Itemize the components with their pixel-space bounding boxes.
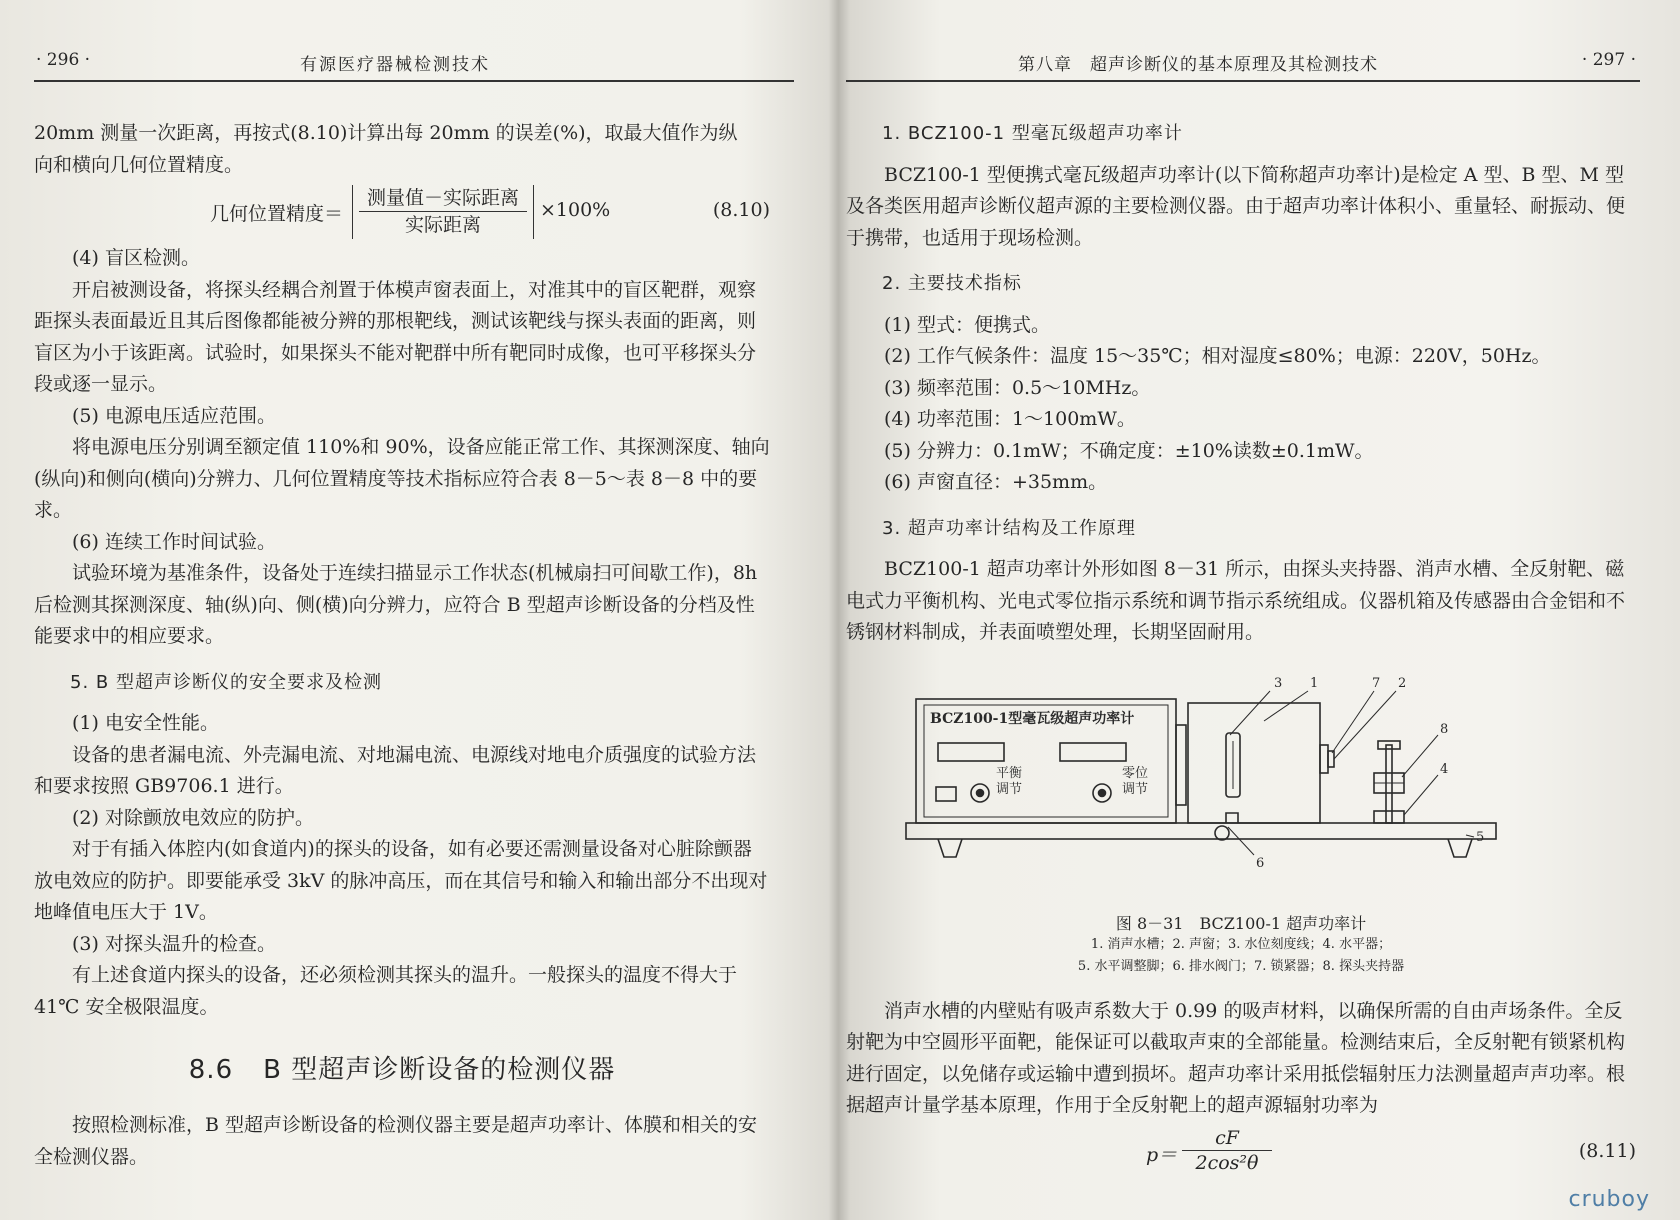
item-heading: (5) 电源电压适应范围。 xyxy=(72,404,276,427)
callout-4: 4 xyxy=(1440,761,1449,777)
equation-fraction xyxy=(1182,1126,1272,1175)
panel-label: BCZ100-1型毫瓦级超声功率计 xyxy=(930,710,1135,727)
equation-numerator: cF xyxy=(1215,1126,1239,1149)
paragraph: BCZ100-1 超声功率计外形如图 8－31 所示，由探头夹持器、消声水槽、全反射靶、磁电式力平衡机构、光电式零位指示系统和调节指示系统组成。仪器机箱及传感器由合金铝和不锈钢材料制成，并表面喷塑处理，长期坚固耐用。 xyxy=(846,558,1626,643)
section-number: 8.6 xyxy=(188,1055,234,1085)
subsection-heading: 1. BCZ100-1 型毫瓦级超声功率计 xyxy=(882,123,1183,144)
spec-item: (2) 工作气候条件：温度 15～35℃；相对湿度≤80%；电源：220V，50Hz。 xyxy=(884,345,1551,367)
paragraph: 开启被测设备，将探头经耦合剂置于体模声窗表面上，对准其中的盲区靶群，观察距探头表面最近且其后图像都能被分辨的那根靶线，测试该靶线与探头表面的距离，则盲区为小于该距离。试验时，如果探头不能对靶群中所有靶同时成像，也可平移探头分段或逐一显示。 xyxy=(34,278,757,395)
item-heading: (6) 连续工作时间试验。 xyxy=(72,530,276,553)
acoustic-window xyxy=(1320,745,1328,773)
callout-1: 1 xyxy=(1310,675,1319,691)
equation-denominator: 实际距离 xyxy=(404,214,481,236)
drain-valve-knob xyxy=(1215,826,1229,840)
power-meter-drawing xyxy=(846,665,1636,905)
lock-ring xyxy=(1328,751,1334,767)
spec-item: (4) 功率范围：1～100mW。 xyxy=(884,408,1136,430)
figure-legend-line: 5. 水平调整脚；6. 排水阀门；7. 锁紧器；8. 探头夹持器 xyxy=(1077,958,1405,974)
paragraph: 消声水槽的内壁贴有吸声系数大于 0.99 的吸声材料，以确保所需的自由声场条件。全反射靶为中空圆形平面靶，能保证可以截取声束的全部能量。检测结束后，全反射靶有锁紧机构进行固定，以免储存或运输中遭到损坏。超声功率计采用抵偿辐射压力法测量超声声功率。根据超声计量学基本原理，作用于全反射靶上的超声源辐射功率为 xyxy=(846,999,1626,1116)
spec-item: (3) 频率范围：0.5～10MHz。 xyxy=(884,376,1151,399)
spec-item: (6) 声窗直径：+35mm。 xyxy=(884,471,1108,493)
paragraph: BCZ100-1 型便携式毫瓦级超声功率计(以下简称超声功率计)是检定 A 型、B 型、M 型及各类医用超声诊断仪超声源的主要检测仪器。由于超声功率计体积小、重量轻、耐振动、便于携带，也适用于现场检测。 xyxy=(846,163,1626,249)
balance-label-2: 调节 xyxy=(996,781,1023,797)
paragraph: 对于有插入体腔内(如食道内)的探头的设备，如有必要还需测量设备对心脏除颤器放电效应的防护。即要能承受 3kV 的脉冲高压，而在其信号和输入和输出部分不出现对地峰值电压大于 1V。 xyxy=(34,838,768,923)
right-header-rule xyxy=(846,80,1640,82)
callout-3: 3 xyxy=(1274,675,1283,691)
right-page-header xyxy=(842,40,1680,80)
balance-display xyxy=(938,743,1004,761)
leveling-foot-left xyxy=(938,839,962,857)
equation-8-10 xyxy=(34,181,770,243)
power-switch xyxy=(936,787,956,801)
connector xyxy=(1176,725,1186,805)
paragraph: 试验环境为基准条件，设备处于连续扫描显示工作状态(机械扇扫可间歇工作)，8h 后检测其探测深度、轴(纵)向、侧(横)向分辨力，应符合 B 型超声诊断设备的分档及性能要求中的相应要求。 xyxy=(34,562,758,647)
equation-8-11 xyxy=(846,1122,1636,1182)
watermark: cruboy xyxy=(1568,1187,1650,1212)
equation-rhs: ×100% xyxy=(540,199,611,221)
item-heading: (3) 对探头温升的检查。 xyxy=(72,932,276,955)
equation-lhs: p＝ xyxy=(1146,1143,1178,1166)
paragraph: 按照检测标准，B 型超声诊断设备的检测仪器主要是超声功率计、体膜和相关的安全检测仪器。 xyxy=(34,1114,758,1168)
subsection-heading: 5. B 型超声诊断仪的安全要求及检测 xyxy=(70,671,382,693)
equation-denominator: 2cos²θ xyxy=(1195,1151,1259,1174)
item-heading: (1) 电安全性能。 xyxy=(72,712,219,734)
leveling-block xyxy=(1374,811,1404,823)
figure-8-31 xyxy=(846,665,1636,905)
paragraph-line: 向和横向几何位置精度。 xyxy=(34,153,244,176)
paragraph: 有上述食道内探头的设备，还必须检测其探头的温升。一般探头的温度不得大于 41℃ 安全极限温度。 xyxy=(34,964,738,1018)
item-heading: (4) 盲区检测。 xyxy=(72,247,200,269)
callout-8: 8 xyxy=(1440,721,1449,737)
right-page-body xyxy=(846,118,1636,1182)
left-page-header xyxy=(0,40,830,80)
drain-valve xyxy=(1226,813,1238,823)
equation-numerator: 测量值－实际距离 xyxy=(366,187,519,209)
left-page-number: · 296 · xyxy=(36,50,91,70)
section-heading xyxy=(34,1049,770,1086)
figure-legend-line: 1. 消声水槽；2. 声窗；3. 水位刻度线；4. 水平器； xyxy=(1090,936,1392,952)
equation-label: (8.11) xyxy=(1578,1139,1636,1162)
left-header-rule xyxy=(34,80,794,82)
callout-7: 7 xyxy=(1372,675,1381,691)
balance-label-1: 平衡 xyxy=(996,765,1023,781)
leveling-foot-right xyxy=(1448,839,1472,857)
base-plate xyxy=(906,823,1496,839)
paragraph: 将电源电压分别调至额定值 110%和 90%，设备应能正常工作、其探测深度、轴向(纵向)和侧向(横向)分辨力、几何位置精度等技术指标应符合表 8－5～表 8－8 中的要求。 xyxy=(34,436,770,521)
zero-label-2: 调节 xyxy=(1122,781,1149,797)
right-page-number: · 297 · xyxy=(1581,50,1636,70)
section-title: B 型超声诊断设备的检测仪器 xyxy=(263,1055,616,1085)
paragraph: 设备的患者漏电流、外壳漏电流、对地漏电流、电源线对地电介质强度的试验方法和要求按照 GB9706.1 进行。 xyxy=(34,743,757,797)
subsection-heading: 2. 主要技术指标 xyxy=(882,273,1022,294)
zero-label-1: 零位 xyxy=(1122,765,1149,781)
equation-lhs: 几何位置精度＝ xyxy=(210,203,344,225)
figure-caption: 图 8－31 BCZ100-1 超声功率计 xyxy=(1115,913,1367,933)
item-heading: (2) 对除颤放电效应的防护。 xyxy=(72,806,314,829)
callout-5: 5 xyxy=(1476,829,1485,845)
left-page-body xyxy=(34,118,770,1173)
callout-6: 6 xyxy=(1256,855,1265,871)
absolute-value-bars xyxy=(352,185,534,239)
left-running-title: 有源医疗器械检测技术 xyxy=(300,55,490,75)
right-page xyxy=(842,0,1680,1220)
subsection-heading: 3. 超声功率计结构及工作原理 xyxy=(882,517,1136,539)
paragraph-line: 20mm 测量一次距离，再按式(8.10)计算出每 20mm 的误差(%)，取最大值作为纵 xyxy=(34,122,738,144)
zero-display xyxy=(1060,743,1126,761)
water-tank xyxy=(1188,703,1320,823)
callout-2: 2 xyxy=(1398,675,1407,691)
right-running-title: 第八章 超声诊断仪的基本原理及其检测技术 xyxy=(1018,55,1378,75)
spec-item: (1) 型式：便携式。 xyxy=(884,313,1050,336)
equation-label: (8.10) xyxy=(712,199,770,221)
left-page xyxy=(0,0,830,1220)
spec-item: (5) 分辨力：0.1mW；不确定度：±10%读数±0.1mW。 xyxy=(884,439,1374,462)
